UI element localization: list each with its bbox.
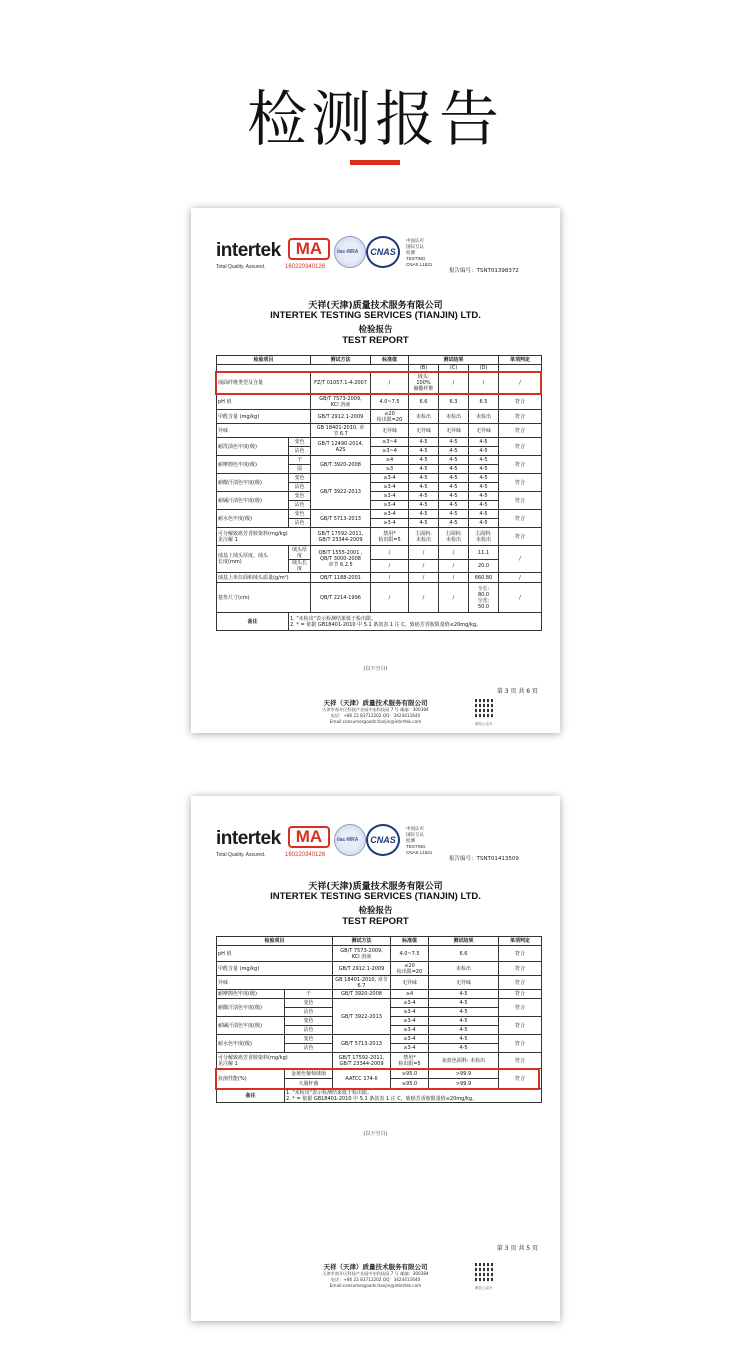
cell-result-b: 4-5 xyxy=(409,483,439,492)
title-underline xyxy=(350,160,400,165)
cell-item: 耐酸汗渍色牢度(级) xyxy=(217,474,289,492)
cell-method: GB/T 3922-2013 xyxy=(311,474,371,510)
cell-result-c: 4-5 xyxy=(439,519,469,528)
cell-standard: / xyxy=(371,583,409,613)
cell-result-b: / xyxy=(409,546,439,560)
table-row xyxy=(217,424,542,438)
highlight-box-fiber-content xyxy=(215,371,542,395)
cell-verdict: 符合 xyxy=(499,410,542,424)
table-row xyxy=(217,976,542,990)
cell-method: QB/T 1188-2001 xyxy=(311,573,371,583)
cell-result-c: 4-5 xyxy=(439,465,469,474)
cell-item: 耐洗渍色牢度(级) xyxy=(217,438,289,456)
table-row xyxy=(217,474,542,483)
cell-subitem: 金黄色葡萄球菌 xyxy=(285,1069,333,1079)
cell-result-d: 4-5 xyxy=(469,465,499,474)
test-results-table xyxy=(216,355,542,631)
cell-verdict: 符合 xyxy=(499,424,542,438)
cell-verdict: 符合 xyxy=(499,492,542,510)
cell-subitem: 变色 xyxy=(289,492,311,501)
report-title-en: TEST REPORT xyxy=(342,335,409,346)
cell-result-c: 4-5 xyxy=(439,456,469,465)
cell-result-b: 4-5 xyxy=(409,474,439,483)
cell-standard: ≥3~4 xyxy=(371,438,409,447)
notes-label: 备注 xyxy=(217,1089,285,1103)
subheader-c: (C) xyxy=(439,365,469,372)
cell-method: GB/T 3920-2008 xyxy=(311,456,371,474)
cell-result-c: / xyxy=(439,573,469,583)
cell-result-c: 6.3 xyxy=(439,394,469,410)
cell-result-d: 主面料: 未检出 xyxy=(469,528,499,546)
cell-standard: ≥95.0 xyxy=(391,1069,429,1079)
cell-standard: / xyxy=(371,560,409,573)
cell-subitem: 沾色 xyxy=(285,1044,333,1053)
cell-result: 4-5 xyxy=(429,999,499,1008)
cell-method: GB/T 17592-2011, GB/T 23344-2009 xyxy=(333,1053,391,1069)
cell-result-b: 主面料: 未检出 xyxy=(409,528,439,546)
cell-subitem: 绒头长度 xyxy=(289,560,311,573)
cell-result-b: 4-5 xyxy=(409,447,439,456)
cell-item: 异味 xyxy=(217,976,333,990)
ilac-text: ilac-MRA xyxy=(337,837,359,843)
cell-standard: ≥3-4 xyxy=(391,1035,429,1044)
report-number: 报告编号：TSNT01398372 xyxy=(449,268,519,274)
page-title: 检测报告 xyxy=(247,85,503,155)
intertek-logo: intertek xyxy=(216,240,281,261)
cell-result-b: 未检出 xyxy=(409,410,439,424)
cell-result-c: 4-5 xyxy=(439,474,469,483)
footer xyxy=(191,698,560,725)
cell-result-c: 4-5 xyxy=(439,483,469,492)
cell-verdict: 符合 xyxy=(499,1053,542,1069)
cell-standard: ≥4 xyxy=(391,990,429,999)
cell-subitem: 沾色 xyxy=(285,1008,333,1017)
table-row xyxy=(217,492,542,501)
cell-result-d: 全长: 80.0 全宽: 50.0 xyxy=(469,583,499,613)
ma-number: 160220340126 xyxy=(285,264,326,270)
table-row xyxy=(217,438,542,447)
cell-verdict: 符合 xyxy=(499,990,542,999)
ma-logo: MA xyxy=(288,826,330,848)
cell-item: pH 值 xyxy=(217,394,311,410)
cell-method: GB/T 7573-2009, KCl 溶液 xyxy=(311,394,371,410)
header-verdict: 单项判定 xyxy=(499,937,542,946)
qr-label: 微信公众号 xyxy=(475,1286,493,1290)
cell-standard: 无异味 xyxy=(371,424,409,438)
cell-standard: 禁用* 检出限=5 xyxy=(371,528,409,546)
cell-standard: 禁用* 检出限=5 xyxy=(391,1053,429,1069)
table-row xyxy=(217,410,542,424)
cell-method: GB 18401-2010, 章 节 6.7 xyxy=(311,424,371,438)
footer xyxy=(191,1262,560,1289)
ilac-mra-logo xyxy=(334,236,366,268)
cell-item: 耐水色牢度(级) xyxy=(217,1035,285,1053)
table-row xyxy=(217,1053,542,1069)
cell-item: 绒面纤维类型及含量 xyxy=(217,372,311,394)
cell-verdict: 符合 xyxy=(499,456,542,474)
test-report-document-1 xyxy=(191,208,560,733)
cell-subitem: 干 xyxy=(289,456,311,465)
cell-item: 耐摩擦色牢度(级) xyxy=(217,990,285,999)
cell-result-b: 4-5 xyxy=(409,438,439,447)
cell-verdict: 符合 xyxy=(499,976,542,990)
cell-verdict: 符合 xyxy=(499,394,542,410)
header-verdict: 单项判定 xyxy=(499,356,542,365)
cell-method: GB/T 5713-2013 xyxy=(333,1035,391,1053)
cell-item: 耐摩擦色牢度(级) xyxy=(217,456,289,474)
cell-result-d: 4-5 xyxy=(469,447,499,456)
cell-method: GB/T 2912.1-2009 xyxy=(311,410,371,424)
cell-standard: ≥3-4 xyxy=(371,483,409,492)
cell-item: 甲醛含量 (mg/kg) xyxy=(217,410,311,424)
cnas-logo: CNAS xyxy=(366,236,400,268)
cell-result-b: / xyxy=(409,583,439,613)
cell-result-b: 4-5 xyxy=(409,465,439,474)
cell-standard: ≥3-4 xyxy=(391,1026,429,1035)
footer-email: Email:consumergoods.tianjin@intertek.com xyxy=(329,719,422,724)
cell-result-b: 4-5 xyxy=(409,492,439,501)
cell-verdict: 符合 xyxy=(499,1069,542,1089)
cell-subitem: 变色 xyxy=(285,999,333,1008)
cell-result-c: 无异味 xyxy=(439,424,469,438)
cell-verdict: / xyxy=(499,573,542,583)
table-header-row xyxy=(217,356,542,365)
notes-row xyxy=(217,613,542,631)
table-row xyxy=(217,1035,542,1044)
cell-standard: ≥3-4 xyxy=(371,492,409,501)
cell-result: 4-5 xyxy=(429,1044,499,1053)
end-mark: (以下空白) xyxy=(363,1131,388,1137)
cell-standard: ≤20 检出限=20 xyxy=(391,962,429,976)
notes-text: 1. "未检出"表示检测结果低于检出限。 2. * = 依据 GB18401-2010 中 5.1 条款表 1 注 C，致癌芳香胺限量值≤20mg/kg。 xyxy=(285,1089,542,1103)
cell-result: 4-5 xyxy=(429,990,499,999)
ilac-mra-logo xyxy=(334,824,366,856)
notes-label: 备注 xyxy=(217,613,289,631)
cell-subitem: 沾色 xyxy=(289,447,311,456)
footer-email: Email:consumergoods.tianjin@intertek.com xyxy=(329,1283,422,1288)
cell-standard: 无异味 xyxy=(391,976,429,990)
cell-method: GB/T 12490-2014, A2S xyxy=(311,438,371,456)
test-report-document-2 xyxy=(191,796,560,1321)
cell-item: 异味 xyxy=(217,424,311,438)
cell-subitem: 沾色 xyxy=(285,1026,333,1035)
cell-result: 灰蓝色面料: 未检出 xyxy=(429,1053,499,1069)
intertek-tagline: Total Quality. Assured. xyxy=(216,264,266,270)
cell-subitem: 沾色 xyxy=(289,483,311,492)
cell-standard: ≥3-4 xyxy=(391,1008,429,1017)
cell-item: 可分解致癌芳香胺染料(mg/kg) 见注解 1 xyxy=(217,1053,333,1069)
table-row xyxy=(217,546,542,560)
table-row xyxy=(217,962,542,976)
cell-standard: ≥3-4 xyxy=(371,474,409,483)
cell-item: 抗菌性能(%) xyxy=(217,1069,285,1089)
cell-method: QB/T 2214-1996 xyxy=(311,583,371,613)
cell-standard: 4.0~7.5 xyxy=(371,394,409,410)
page-number: 第 3 页 共 6 页 xyxy=(496,688,538,695)
table-row xyxy=(217,394,542,410)
cell-subitem: 变色 xyxy=(285,1017,333,1026)
cell-method: GB/T 5713-2013 xyxy=(311,510,371,528)
cell-item: 毯垫尺寸(cm) xyxy=(217,583,311,613)
cell-result: 4-5 xyxy=(429,1017,499,1026)
cell-result-d: 4-5 xyxy=(469,492,499,501)
cell-result-c: 4-5 xyxy=(439,501,469,510)
ilac-text: ilac-MRA xyxy=(337,249,359,255)
cell-method: AATCC 174-II xyxy=(333,1069,391,1089)
cell-verdict: / xyxy=(499,546,542,573)
cell-standard: ≥3 xyxy=(371,465,409,474)
table-row xyxy=(217,999,542,1008)
footer-company: 天祥（天津）质量技术服务有限公司 xyxy=(323,699,428,707)
cell-subitem: 沾色 xyxy=(289,519,311,528)
cell-result-d: 11.1 xyxy=(469,546,499,560)
cell-verdict: / xyxy=(499,583,542,613)
cell-result-b: 4-5 xyxy=(409,501,439,510)
cnas-accreditation-text: 中国认可 国际互认 检测 TESTING CNAS L1621 xyxy=(406,238,433,267)
cell-result-d: 4-5 xyxy=(469,483,499,492)
cell-result: 未检出 xyxy=(429,962,499,976)
table-row xyxy=(217,583,542,613)
cell-result-c: 4-5 xyxy=(439,447,469,456)
cell-result-d: 未检出 xyxy=(469,410,499,424)
cell-result-b: 绒头: 100% 聚酯纤维 xyxy=(409,372,439,394)
cell-item: 耐水色牢度(级) xyxy=(217,510,289,528)
cell-item: 绒基上绒头厚度、绒头 长度(mm) xyxy=(217,546,289,573)
footer-phone: 电话：+86 22 83712202 QQ：3424411640 xyxy=(330,713,421,718)
cell-result-b: 4-5 xyxy=(409,519,439,528)
page-number: 第 3 页 共 5 页 xyxy=(496,1245,538,1252)
cell-method: GB/T 17592-2011, GB/T 23344-2009 xyxy=(311,528,371,546)
header-method: 测试方法 xyxy=(311,356,371,365)
cell-standard: ≥3-4 xyxy=(391,1044,429,1053)
table-row xyxy=(217,456,542,465)
cell-subitem: 湿 xyxy=(289,465,311,474)
cell-method: GB 18401-2010, 章节 6.7 xyxy=(333,976,391,990)
cell-verdict: 符合 xyxy=(499,1035,542,1053)
cell-subitem: 绒头厚度 xyxy=(289,546,311,560)
cell-subitem: 变色 xyxy=(289,474,311,483)
cell-result-c: 主面料: 未检出 xyxy=(439,528,469,546)
cell-result-b: 无异味 xyxy=(409,424,439,438)
end-mark: (以下空白) xyxy=(363,666,388,672)
cell-verdict: 符合 xyxy=(499,946,542,962)
header-item: 检验项目 xyxy=(217,356,311,365)
cell-method: QB/T 1555-2001 , QB/T 3000-2008 章节 6.2.5 xyxy=(311,546,371,573)
cell-result-d: 20.0 xyxy=(469,560,499,573)
cell-verdict: / xyxy=(499,372,542,394)
cell-verdict: 符合 xyxy=(499,999,542,1017)
cell-result-d: 6.5 xyxy=(469,394,499,410)
cell-standard: ≥3-4 xyxy=(391,999,429,1008)
cell-result: 6.6 xyxy=(429,946,499,962)
cell-subitem: 变色 xyxy=(289,438,311,447)
header-result: 测试结果 xyxy=(429,937,499,946)
cell-item: 绒基上单位面积绒头质量(g/m²) xyxy=(217,573,311,583)
cell-subitem: 干 xyxy=(285,990,333,999)
cell-result-b: 4-5 xyxy=(409,456,439,465)
cell-result-d: 4-5 xyxy=(469,438,499,447)
cell-result-d: 4-5 xyxy=(469,456,499,465)
cell-result: 4-5 xyxy=(429,1008,499,1017)
cell-standard: ≥3-4 xyxy=(371,519,409,528)
report-title-en: TEST REPORT xyxy=(342,916,409,927)
cell-result-d: 无异味 xyxy=(469,424,499,438)
cell-result-d: 660.80 xyxy=(469,573,499,583)
cell-item: 可分解致癌芳香胺染料(mg/kg) 见注解 1 xyxy=(217,528,311,546)
cell-method: GB/T 3920-2008 xyxy=(333,990,391,999)
report-title-cn: 检验报告 xyxy=(358,906,393,916)
cell-result-c: 4-5 xyxy=(439,510,469,519)
cell-item: 耐酸汗渍色牢度(级) xyxy=(217,999,285,1017)
cell-item: pH 值 xyxy=(217,946,333,962)
company-name-cn: 天祥(天津)质量技术服务有限公司 xyxy=(308,301,443,311)
footer-address: 天津市南开区科技产业园中冶科技园 7 号 邮编：300384 xyxy=(322,707,429,712)
cnas-accreditation-text: 中国认可 国际互认 检测 TESTING CNAS L1621 xyxy=(406,826,433,855)
company-name-en: INTERTEK TESTING SERVICES (TIANJIN) LTD. xyxy=(270,891,481,902)
cell-result-d: 4-5 xyxy=(469,501,499,510)
cell-verdict: 符合 xyxy=(499,510,542,528)
table-header-row xyxy=(217,937,542,946)
company-name-en: INTERTEK TESTING SERVICES (TIANJIN) LTD. xyxy=(270,310,481,321)
cell-method: GB/T 7573-2009, KCl 溶液 xyxy=(333,946,391,962)
cell-verdict: 符合 xyxy=(499,1017,542,1035)
cell-standard: 4.0~7.5 xyxy=(391,946,429,962)
table-row xyxy=(217,528,542,546)
company-name-cn: 天祥(天津)质量技术服务有限公司 xyxy=(308,882,443,892)
cell-subitem: 变色 xyxy=(289,510,311,519)
cell-result-d: / xyxy=(469,372,499,394)
cell-result: 4-5 xyxy=(429,1035,499,1044)
report-number: 报告编号：TSNT01413509 xyxy=(449,856,519,862)
cell-result-b: 4-5 xyxy=(409,510,439,519)
table-row xyxy=(217,946,542,962)
cell-result-b: / xyxy=(409,560,439,573)
intertek-logo: intertek xyxy=(216,828,281,849)
cell-subitem: 大肠杆菌 xyxy=(285,1079,333,1089)
table-row xyxy=(217,573,542,583)
cell-result-c: / xyxy=(439,583,469,613)
cell-standard: ≥3-4 xyxy=(371,510,409,519)
cell-item: 甲醛含量 (mg/kg) xyxy=(217,962,333,976)
report-title-cn: 检验报告 xyxy=(358,325,393,335)
cell-verdict: 符合 xyxy=(499,528,542,546)
header-standard: 标准值 xyxy=(391,937,429,946)
cell-subitem: 沾色 xyxy=(289,501,311,510)
cell-standard: / xyxy=(371,372,409,394)
cell-result-d: 4-5 xyxy=(469,474,499,483)
cell-result: 4-5 xyxy=(429,1026,499,1035)
notes-row xyxy=(217,1089,542,1103)
cell-verdict: 符合 xyxy=(499,474,542,492)
footer-company: 天祥（天津）质量技术服务有限公司 xyxy=(323,1263,428,1271)
ma-number: 160220340126 xyxy=(285,852,326,858)
cell-result-c: / xyxy=(439,372,469,394)
cell-result-c: 未检出 xyxy=(439,410,469,424)
cell-item: 耐碱汗渍色牢度(级) xyxy=(217,1017,285,1035)
table-row xyxy=(217,990,542,999)
footer-address: 天津市南开区科技产业园中冶科技园 7 号 邮编：300384 xyxy=(322,1271,429,1276)
notes-text: 1. "未检出"表示检测结果低于检出限。 2. * = 依据 GB18401-2010 中 5.1 条款表 1 注 C，致癌芳香胺限量值≤20mg/kg。 xyxy=(289,613,542,631)
qr-label: 微信公众号 xyxy=(475,722,493,726)
cell-standard: ≥4 xyxy=(371,456,409,465)
header-item: 检验项目 xyxy=(217,937,333,946)
qr-code xyxy=(475,699,495,719)
cell-standard: / xyxy=(371,546,409,560)
cell-standard: ≤20 检出限=20 xyxy=(371,410,409,424)
footer-phone: 电话：+86 22 83712202 QQ：3424411640 xyxy=(330,1277,421,1282)
cell-result-b: 6.6 xyxy=(409,394,439,410)
cell-result: 无异味 xyxy=(429,976,499,990)
cell-standard: ≥3~4 xyxy=(371,447,409,456)
cnas-logo: CNAS xyxy=(366,824,400,856)
subheader-b: (B) xyxy=(409,365,439,372)
cell-standard: / xyxy=(371,573,409,583)
cell-item: 耐碱汗渍色牢度(级) xyxy=(217,492,289,510)
header-standard: 标准值 xyxy=(371,356,409,365)
cell-standard: ≥3-4 xyxy=(391,1017,429,1026)
cell-verdict: 符合 xyxy=(499,962,542,976)
cell-standard: ≥95.0 xyxy=(391,1079,429,1089)
table-row xyxy=(217,510,542,519)
cell-method: GB/T 3922-2013 xyxy=(333,999,391,1035)
cell-result-d: 4-5 xyxy=(469,519,499,528)
cell-result: >99.9 xyxy=(429,1069,499,1079)
cell-method: GB/T 2912.1-2009 xyxy=(333,962,391,976)
cell-result-c: / xyxy=(439,546,469,560)
highlight-box-antibacterial xyxy=(215,1068,540,1090)
cell-result-c: / xyxy=(439,560,469,573)
cell-method: FZ/T 01057.1-4-2007 xyxy=(311,372,371,394)
cell-result: >99.9 xyxy=(429,1079,499,1089)
cell-result-d: 4-5 xyxy=(469,510,499,519)
cell-subitem: 变色 xyxy=(285,1035,333,1044)
cell-result-c: 4-5 xyxy=(439,492,469,501)
intertek-tagline: Total Quality. Assured. xyxy=(216,852,266,858)
cell-verdict: 符合 xyxy=(499,438,542,456)
cell-standard: ≥3-4 xyxy=(371,501,409,510)
qr-code xyxy=(475,1263,495,1283)
header-method: 测试方法 xyxy=(333,937,391,946)
subheader-d: (D) xyxy=(469,365,499,372)
cell-result-b: / xyxy=(409,573,439,583)
ma-logo: MA xyxy=(288,238,330,260)
header-result: 测试结果 xyxy=(409,356,499,365)
cell-result-c: 4-5 xyxy=(439,438,469,447)
